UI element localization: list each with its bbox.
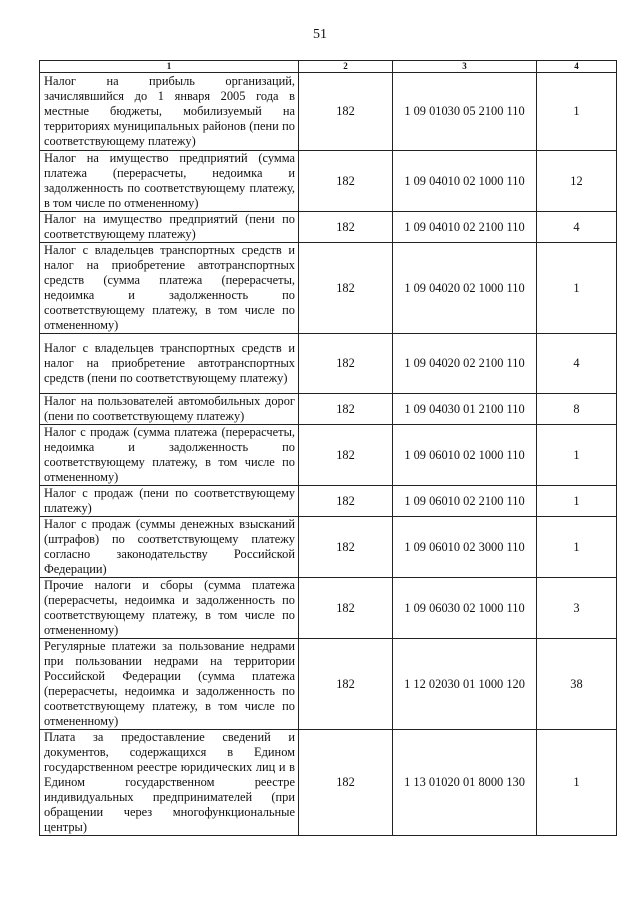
- row-name-cell: Налог с продаж (пени по соответствующему платежу): [40, 486, 299, 517]
- row-admin-code-cell: 182: [299, 425, 393, 486]
- row-count-cell: 1: [537, 73, 617, 151]
- row-count-cell: 1: [537, 517, 617, 578]
- revenue-code-table: [39, 60, 617, 836]
- column-header-name: 1: [40, 61, 299, 73]
- row-kbk-code-cell: 1 09 06010 02 3000 110: [393, 517, 537, 578]
- column-header-admin: 2: [299, 61, 393, 73]
- row-count-cell: 1: [537, 730, 617, 836]
- row-count-cell: 1: [537, 243, 617, 334]
- row-admin-code-cell: 182: [299, 578, 393, 639]
- row-count-cell: 3: [537, 578, 617, 639]
- column-header-code: 3: [393, 61, 537, 73]
- table-row: [40, 486, 617, 517]
- table-row: [40, 151, 617, 212]
- row-kbk-code-cell: 1 09 04010 02 2100 110: [393, 212, 537, 243]
- row-admin-code-cell: 182: [299, 243, 393, 334]
- row-admin-code-cell: 182: [299, 151, 393, 212]
- row-name-cell: Прочие налоги и сборы (сумма платежа (перерасчеты, недоимка и задолженность по соответствующему платежу, в том числе по отмененному): [40, 578, 299, 639]
- table-row: [40, 578, 617, 639]
- row-name-cell: Плата за предоставление сведений и документов, содержащихся в Едином государственном реестре юридических лиц и в Едином государственном реестре индивидуальных предпринимателей (при обращении через многофункциональные центры): [40, 730, 299, 836]
- row-kbk-code-cell: 1 09 04020 02 1000 110: [393, 243, 537, 334]
- table-row: [40, 394, 617, 425]
- table-row: [40, 425, 617, 486]
- row-count-cell: 4: [537, 334, 617, 394]
- row-admin-code-cell: 182: [299, 212, 393, 243]
- page-number: 51: [313, 27, 327, 42]
- row-kbk-code-cell: 1 13 01020 01 8000 130: [393, 730, 537, 836]
- row-kbk-code-cell: 1 09 06010 02 2100 110: [393, 486, 537, 517]
- row-name-cell: Налог на прибыль организаций, зачислявшийся до 1 января 2005 года в местные бюджеты, мобилизуемый на территориях муниципальных районов (пени по соответствующему платежу): [40, 73, 299, 151]
- row-count-cell: 1: [537, 425, 617, 486]
- row-admin-code-cell: 182: [299, 730, 393, 836]
- row-count-cell: 4: [537, 212, 617, 243]
- table-row: [40, 730, 617, 836]
- row-name-cell: Налог с продаж (сумма платежа (перерасчеты, недоимка и задолженность по соответствующему платежу, в том числе по отмененному): [40, 425, 299, 486]
- row-name-cell: Налог на пользователей автомобильных дорог (пени по соответствующему платежу): [40, 394, 299, 425]
- table-row: [40, 73, 617, 151]
- table-row: [40, 212, 617, 243]
- column-header-count: 4: [537, 61, 617, 73]
- row-count-cell: 38: [537, 639, 617, 730]
- table-row: [40, 639, 617, 730]
- table-row: [40, 243, 617, 334]
- row-kbk-code-cell: 1 09 04010 02 1000 110: [393, 151, 537, 212]
- table-header-row: [40, 61, 617, 73]
- row-admin-code-cell: 182: [299, 639, 393, 730]
- row-kbk-code-cell: 1 12 02030 01 1000 120: [393, 639, 537, 730]
- table-row: [40, 517, 617, 578]
- row-name-cell: Налог с продаж (суммы денежных взысканий (штрафов) по соответствующему платежу согласно законодательству Российской Федерации): [40, 517, 299, 578]
- table-row: [40, 334, 617, 394]
- row-name-cell: Налог с владельцев транспортных средств и налог на приобретение автотранспортных средств (пени по соответствующему платежу): [40, 334, 299, 394]
- row-admin-code-cell: 182: [299, 73, 393, 151]
- row-kbk-code-cell: 1 09 04020 02 2100 110: [393, 334, 537, 394]
- row-name-cell: Налог с владельцев транспортных средств и налог на приобретение автотранспортных средств (сумма платежа (перерасчеты, недоимка и задолженность по соответствующему платежу, в том числе по отмененному): [40, 243, 299, 334]
- row-count-cell: 12: [537, 151, 617, 212]
- row-kbk-code-cell: 1 09 04030 01 2100 110: [393, 394, 537, 425]
- row-name-cell: Налог на имущество предприятий (пени по соответствующему платежу): [40, 212, 299, 243]
- row-admin-code-cell: 182: [299, 486, 393, 517]
- row-kbk-code-cell: 1 09 01030 05 2100 110: [393, 73, 537, 151]
- row-name-cell: Регулярные платежи за пользование недрами при пользовании недрами на территории Российской Федерации (сумма платежа (перерасчеты, недоимка и задолженность по соответствующему платежу, в том числе по отмененному): [40, 639, 299, 730]
- row-kbk-code-cell: 1 09 06010 02 1000 110: [393, 425, 537, 486]
- row-admin-code-cell: 182: [299, 334, 393, 394]
- row-kbk-code-cell: 1 09 06030 02 1000 110: [393, 578, 537, 639]
- row-name-cell: Налог на имущество предприятий (сумма платежа (перерасчеты, недоимка и задолженность по соответствующему платежу, в том числе по отмененному): [40, 151, 299, 212]
- row-admin-code-cell: 182: [299, 517, 393, 578]
- row-count-cell: 1: [537, 486, 617, 517]
- row-count-cell: 8: [537, 394, 617, 425]
- row-admin-code-cell: 182: [299, 394, 393, 425]
